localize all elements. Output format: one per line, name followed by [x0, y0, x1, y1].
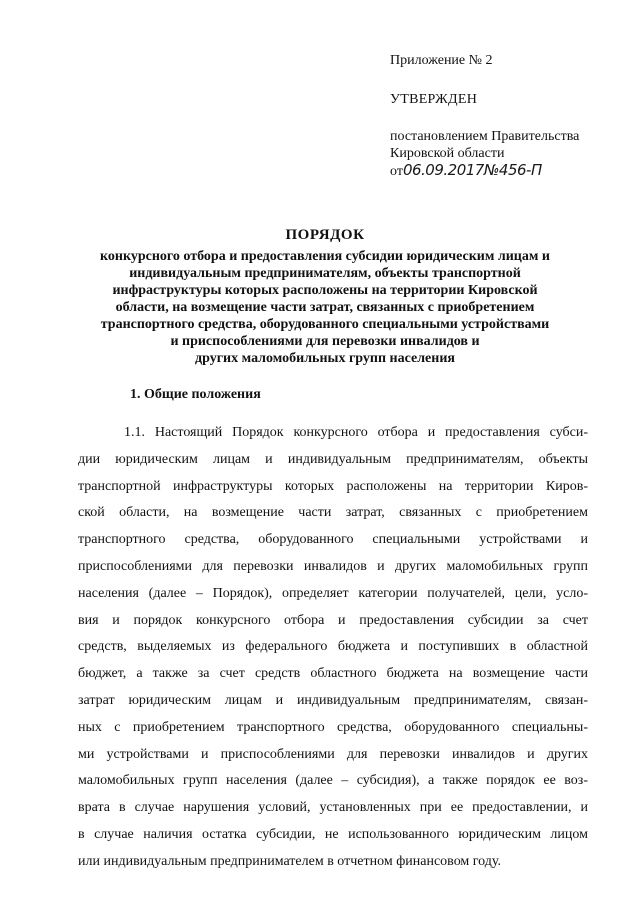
- paragraph-line: транспортной инфраструктуры которых расположены на территории Киров-: [78, 478, 588, 494]
- approval-block: [390, 52, 630, 180]
- paragraph-line: затрат юридическим лицам и индивидуальным предпринимателям, связан-: [78, 692, 588, 708]
- approval-line: Кировской области: [390, 146, 505, 161]
- paragraph-line: ской области, на возмещение части затрат, связанных с приобретением: [78, 505, 588, 521]
- paragraph-line: населения (далее – Порядок), определяет категории получателей, цели, усло-: [78, 585, 588, 601]
- paragraph-line: вия и порядок конкурсного отбора и предоставления субсидии за счет: [78, 612, 588, 628]
- paragraph-line: в случае наличия остатка субсидии, не использованного юридическим лицом: [78, 826, 588, 842]
- decree-reference: [390, 162, 630, 180]
- title-block: [60, 226, 590, 367]
- paragraph-line: транспортного средства, оборудованного специальными устройствами и: [78, 532, 588, 548]
- appendix-label: Приложение № 2: [390, 53, 493, 68]
- paragraph-line: врата в случае нарушения условий, установленных при ее предоставлении, и: [78, 800, 588, 816]
- document-title: ПОРЯДОК: [285, 227, 365, 243]
- subtitle-line: транспортного средства, оборудованного специальными устройствами: [100, 317, 550, 332]
- paragraph-line: бюджет, а также за счет средств областного бюджета на возмещение части: [78, 666, 588, 682]
- approval-line: постановлением Правительства: [390, 129, 580, 144]
- paragraph-line: дии юридическим лицам и индивидуальным предпринимателям, объекты: [78, 451, 588, 467]
- section-heading: 1. Общие положения: [130, 387, 261, 402]
- document-subtitle: [60, 248, 590, 367]
- paragraph-line: или индивидуальным предпринимателем в отчетном финансовом году.: [78, 853, 501, 869]
- decree-ref-prefix: от: [390, 164, 403, 179]
- subtitle-line: области, на возмещение части затрат, связанных с приобретением: [115, 300, 535, 315]
- subtitle-line: других маломобильных групп населения: [195, 351, 455, 366]
- paragraph-line: ми устройствами и приспособлениями для перевозки инвалидов и других: [78, 746, 588, 762]
- approved-label: УТВЕРЖДЕН: [390, 92, 478, 107]
- subtitle-line: конкурсного отбора и предоставления субсидии юридическим лицам и: [100, 249, 550, 264]
- paragraph-line: ных с приобретением транспортного средства, оборудованного специальны-: [78, 719, 588, 735]
- subtitle-line: и приспособлениями для перевозки инвалидов и: [170, 334, 480, 349]
- handwritten-decree-number: 06.09.2017№456-П: [402, 161, 542, 179]
- paragraph-line: 1.1. Настоящий Порядок конкурсного отбора и предоставления субси-: [124, 425, 588, 440]
- paragraph-1-1: [78, 420, 588, 876]
- paragraph-line: средств, выделяемых из федерального бюджета и поступивших в областной: [78, 639, 588, 655]
- subtitle-line: инфраструктуры которых расположены на территории Кировской: [112, 283, 538, 298]
- paragraph-line: приспособлениями для перевозки инвалидов и других маломобильных групп: [78, 558, 588, 574]
- paragraph-line: маломобильных групп населения (далее – субсидия), а также порядок ее воз-: [78, 773, 588, 789]
- subtitle-line: индивидуальным предпринимателям, объекты транспортной: [129, 266, 521, 281]
